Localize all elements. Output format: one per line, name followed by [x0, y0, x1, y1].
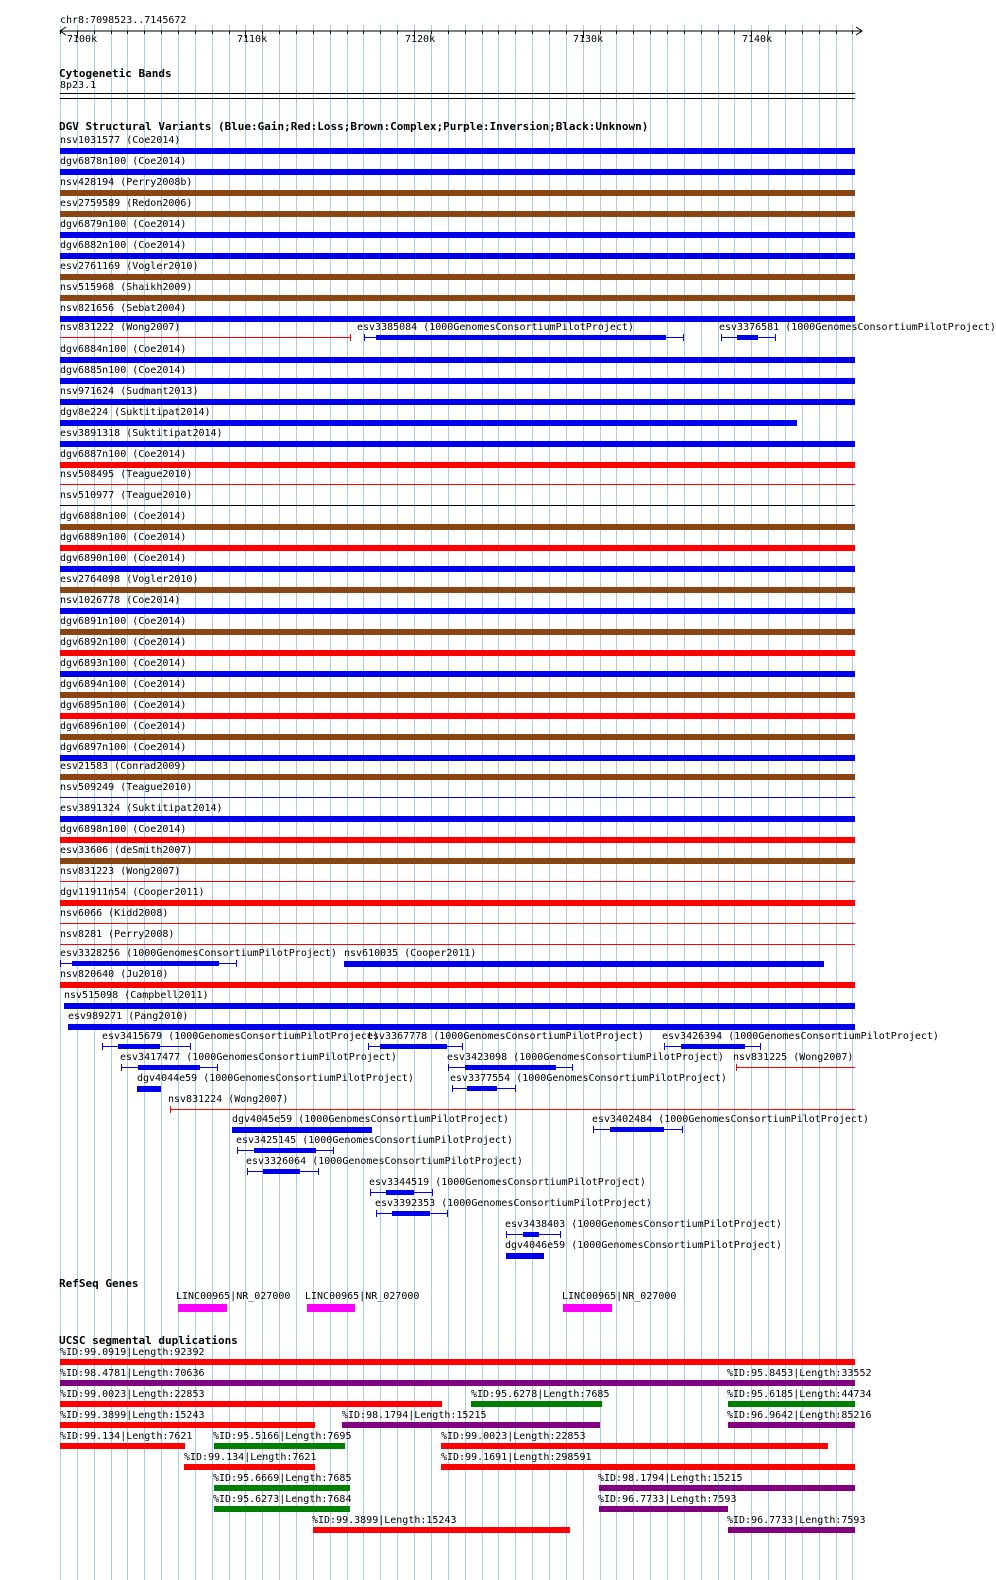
segdup-label[interactable]: %ID:99.0023|Length:22853	[60, 1389, 205, 1400]
segdup-label[interactable]: %ID:99.1691|Length:298591	[441, 1452, 592, 1463]
feature-end-tick	[236, 960, 237, 967]
segdup-label[interactable]: %ID:95.6278|Length:7685	[471, 1389, 610, 1400]
segdup-label[interactable]: %ID:99.3899|Length:15243	[60, 1410, 205, 1421]
feature-end-tick	[447, 1210, 448, 1217]
dgv-feature-label[interactable]: esv3326064 (1000GenomesConsortiumPilotProject)	[246, 1156, 523, 1167]
dgv-feature-label[interactable]: dgv6891n100 (Coe2014)	[60, 616, 187, 627]
dgv-feature-label[interactable]: dgv6897n100 (Coe2014)	[60, 742, 187, 753]
feature-end-tick	[462, 1043, 463, 1050]
dgv-feature-label[interactable]: esv3891318 (Suktitipat2014)	[60, 428, 223, 439]
dgv-feature-core[interactable]	[467, 1086, 497, 1091]
feature-end-tick	[664, 1043, 665, 1050]
segdup-label[interactable]: %ID:99.134|Length:7621	[184, 1452, 317, 1463]
dgv-feature-label[interactable]: esv3415679 (1000GenomesConsortiumPilotProject)	[102, 1031, 379, 1042]
dgv-feature-core[interactable]	[72, 961, 219, 966]
refseq-gene-bar[interactable]	[178, 1304, 227, 1312]
segdup-bar[interactable]	[342, 1422, 600, 1428]
dgv-feature-label[interactable]: nsv8281 (Perry2008)	[60, 929, 175, 940]
dgv-feature-bar[interactable]	[60, 190, 855, 196]
dgv-feature-label[interactable]: dgv6898n100 (Coe2014)	[60, 824, 187, 835]
feature-end-tick	[432, 1189, 433, 1196]
segdup-bar[interactable]	[313, 1527, 570, 1533]
dgv-feature-label[interactable]: dgv6896n100 (Coe2014)	[60, 721, 187, 732]
dgv-feature-bar[interactable]	[60, 169, 855, 175]
segdup-label[interactable]: %ID:95.6273|Length:7684	[213, 1494, 352, 1505]
feature-end-tick	[572, 1064, 573, 1071]
feature-end-tick	[721, 334, 722, 341]
segdup-label[interactable]: %ID:96.7733|Length:7593	[598, 1494, 737, 1505]
dgv-feature-label[interactable]: dgv6885n100 (Coe2014)	[60, 365, 187, 376]
ruler-tick-label: 7130k	[573, 34, 604, 45]
dgv-feature-label[interactable]: nsv821656 (Sebat2004)	[60, 303, 187, 314]
feature-end-tick	[593, 1126, 594, 1133]
refseq-gene-bar[interactable]	[307, 1304, 355, 1312]
dgv-feature-label[interactable]: nsv610035 (Cooper2011)	[344, 948, 477, 959]
segdup-label[interactable]: %ID:96.7733|Length:7593	[727, 1515, 866, 1526]
dgv-feature-label[interactable]: esv3402484 (1000GenomesConsortiumPilotProject)	[592, 1114, 869, 1125]
dgv-feature-label[interactable]: esv33606 (deSmith2007)	[60, 845, 193, 856]
segdup-bar[interactable]	[728, 1401, 855, 1407]
segdup-bar[interactable]	[728, 1527, 855, 1533]
segdup-bar[interactable]	[60, 1443, 185, 1449]
dgv-feature-label[interactable]: nsv509249 (Teague2010)	[60, 782, 193, 793]
feature-end-tick	[376, 1210, 377, 1217]
segdup-bar[interactable]	[728, 1380, 855, 1386]
dgv-feature-core[interactable]	[610, 1127, 664, 1132]
refseq-track-title: RefSeq Genes	[59, 1277, 139, 1290]
dgv-feature-label[interactable]: nsv6066 (Kidd2008)	[60, 908, 169, 919]
segdup-bar[interactable]	[471, 1401, 602, 1407]
dgv-feature-label[interactable]: esv989271 (Pang2010)	[68, 1011, 189, 1022]
dgv-feature-label[interactable]: esv2764098 (Vogler2010)	[60, 574, 199, 585]
dgv-feature-core[interactable]	[386, 1190, 414, 1195]
dgv-feature-label[interactable]: dgv6879n100 (Coe2014)	[60, 219, 187, 230]
dgv-feature-label[interactable]: esv2759589 (Redon2006)	[60, 198, 193, 209]
dgv-track-title: DGV Structural Variants (Blue:Gain;Red:Loss;Brown:Complex;Purple:Inversion;Black:Unknown)	[59, 120, 649, 133]
dgv-feature-label[interactable]: dgv11911n54 (Cooper2011)	[60, 887, 205, 898]
dgv-feature-label[interactable]: esv3891324 (Suktitipat2014)	[60, 803, 223, 814]
dgv-feature-core[interactable]	[263, 1169, 300, 1174]
dgv-feature-bar[interactable]	[60, 545, 855, 551]
dgv-feature-label[interactable]: esv3376581 (1000GenomesConsortiumPilotProject)	[719, 322, 996, 333]
dgv-feature-label[interactable]: esv3425145 (1000GenomesConsortiumPilotProject)	[236, 1135, 513, 1146]
dgv-feature-label[interactable]: esv21583 (Conrad2009)	[60, 761, 187, 772]
segdup-bar[interactable]	[214, 1443, 345, 1449]
dgv-feature-label[interactable]: dgv6884n100 (Coe2014)	[60, 344, 187, 355]
dgv-feature-label[interactable]: nsv510977 (Teague2010)	[60, 490, 193, 501]
dgv-feature-bar[interactable]	[170, 1109, 855, 1110]
dgv-feature-bar[interactable]	[60, 923, 855, 924]
feature-end-tick	[682, 1126, 683, 1133]
dgv-feature-label[interactable]: dgv4046e59 (1000GenomesConsortiumPilotProject)	[505, 1240, 782, 1251]
feature-end-tick	[333, 1147, 334, 1154]
dgv-feature-core[interactable]	[392, 1211, 430, 1216]
segdup-bar[interactable]	[214, 1485, 350, 1491]
dgv-feature-bar[interactable]	[736, 1067, 855, 1068]
dgv-feature-label[interactable]: nsv428194 (Perry2008b)	[60, 177, 193, 188]
dgv-feature-label[interactable]: nsv820640 (Ju2010)	[60, 969, 169, 980]
segdup-label[interactable]: %ID:98.1794|Length:15215	[342, 1410, 487, 1421]
dgv-feature-bar[interactable]	[60, 774, 855, 780]
dgv-feature-bar[interactable]	[60, 650, 855, 656]
segdup-label[interactable]: %ID:98.4781|Length:70636	[60, 1368, 205, 1379]
dgv-feature-core[interactable]	[254, 1148, 316, 1153]
segdup-label[interactable]: %ID:95.8453|Length:33552	[727, 1368, 872, 1379]
segdup-bar[interactable]	[441, 1464, 855, 1470]
ruler-tick-label: 7140k	[742, 34, 773, 45]
dgv-feature-bar[interactable]	[60, 629, 855, 635]
feature-end-tick	[560, 1231, 561, 1238]
segdup-bar[interactable]	[599, 1506, 728, 1512]
dgv-feature-bar[interactable]	[60, 692, 855, 698]
ruler-tick-label: 7100k	[67, 34, 98, 45]
segdup-bar[interactable]	[728, 1422, 855, 1428]
dgv-feature-label[interactable]: esv3438403 (1000GenomesConsortiumPilotProject)	[505, 1219, 782, 1230]
feature-end-tick	[318, 1168, 319, 1175]
segdup-bar[interactable]	[60, 1401, 442, 1407]
dgv-feature-label[interactable]: esv3426394 (1000GenomesConsortiumPilotProject)	[662, 1031, 939, 1042]
dgv-feature-label[interactable]: esv3344519 (1000GenomesConsortiumPilotProject)	[369, 1177, 646, 1188]
feature-end-tick	[170, 1106, 171, 1113]
dgv-feature-label[interactable]: esv3392353 (1000GenomesConsortiumPilotProject)	[375, 1198, 652, 1209]
dgv-feature-bar[interactable]	[60, 148, 855, 154]
feature-end-tick	[683, 334, 684, 341]
feature-end-tick	[452, 1085, 453, 1092]
segdup-bar[interactable]	[184, 1464, 315, 1470]
segdup-bar[interactable]	[441, 1443, 828, 1449]
dgv-feature-label[interactable]: dgv6878n100 (Coe2014)	[60, 156, 187, 167]
dgv-feature-core[interactable]	[737, 335, 758, 340]
dgv-feature-label[interactable]: esv3367778 (1000GenomesConsortiumPilotProject)	[367, 1031, 644, 1042]
segdup-label[interactable]: %ID:96.9642|Length:85216	[727, 1410, 872, 1421]
dgv-feature-bar[interactable]	[232, 1127, 372, 1133]
dgv-feature-bar[interactable]	[60, 462, 855, 468]
dgv-feature-label[interactable]: dgv6894n100 (Coe2014)	[60, 679, 187, 690]
segdup-label[interactable]: %ID:99.3899|Length:15243	[312, 1515, 457, 1526]
dgv-feature-label[interactable]: dgv6889n100 (Coe2014)	[60, 532, 187, 543]
segdup-label[interactable]: %ID:98.1794|Length:15215	[598, 1473, 743, 1484]
dgv-feature-bar[interactable]	[60, 837, 855, 843]
dgv-feature-label[interactable]: nsv831222 (Wong2007)	[60, 322, 181, 333]
dgv-feature-bar[interactable]	[60, 357, 855, 363]
dgv-feature-bar[interactable]	[64, 1003, 855, 1009]
segdup-label[interactable]: %ID:95.6185|Length:44734	[727, 1389, 872, 1400]
dgv-feature-label[interactable]: dgv6887n100 (Coe2014)	[60, 449, 187, 460]
dgv-feature-bar[interactable]	[60, 232, 855, 238]
dgv-feature-bar[interactable]	[344, 961, 824, 967]
dgv-feature-label[interactable]: dgv6890n100 (Coe2014)	[60, 553, 187, 564]
segdup-label[interactable]: %ID:95.5166|Length:7695	[213, 1431, 352, 1442]
dgv-feature-bar[interactable]	[60, 524, 855, 530]
segdup-track-title: UCSC segmental duplications	[59, 1334, 238, 1347]
dgv-feature-bar[interactable]	[60, 881, 855, 882]
dgv-feature-bar[interactable]	[60, 274, 855, 280]
dgv-feature-label[interactable]: nsv831223 (Wong2007)	[60, 866, 181, 877]
refseq-gene-label[interactable]: LINC00965|NR_027000	[305, 1291, 420, 1302]
dgv-feature-label[interactable]: dgv6893n100 (Coe2014)	[60, 658, 187, 669]
feature-end-tick	[448, 1064, 449, 1071]
cytoband-label: 8p23.1	[60, 80, 97, 91]
dgv-feature-bar[interactable]	[60, 982, 855, 988]
dgv-feature-label[interactable]: esv2761169 (Vogler2010)	[60, 261, 199, 272]
dgv-feature-bar[interactable]	[60, 420, 797, 426]
dgv-feature-label[interactable]: esv3328256 (1000GenomesConsortiumPilotProject)	[60, 948, 337, 959]
region-label: chr8:7098523..7145672	[60, 15, 187, 26]
feature-end-tick	[370, 1189, 371, 1196]
feature-end-tick	[190, 1043, 191, 1050]
dgv-feature-bar[interactable]	[60, 900, 855, 906]
dgv-feature-label[interactable]: dgv4044e59 (1000GenomesConsortiumPilotProject)	[137, 1073, 414, 1084]
dgv-feature-bar[interactable]	[60, 566, 855, 572]
dgv-feature-bar[interactable]	[60, 211, 855, 217]
dgv-feature-label[interactable]: nsv971624 (Sudmant2013)	[60, 386, 199, 397]
dgv-feature-label[interactable]: dgv8e224 (Suktitipat2014)	[60, 407, 211, 418]
dgv-feature-label[interactable]: nsv1031577 (Coe2014)	[60, 135, 181, 146]
dgv-feature-label[interactable]: nsv515968 (Shaikh2009)	[60, 282, 193, 293]
dgv-feature-bar[interactable]	[60, 505, 855, 506]
dgv-feature-bar[interactable]	[60, 295, 855, 301]
dgv-feature-label[interactable]: nsv831224 (Wong2007)	[168, 1094, 289, 1105]
segdup-bar[interactable]	[214, 1506, 350, 1512]
feature-end-tick	[364, 334, 365, 341]
cytoband-track-title: Cytogenetic Bands	[59, 67, 172, 80]
dgv-feature-label[interactable]: esv3377554 (1000GenomesConsortiumPilotProject)	[450, 1073, 727, 1084]
dgv-feature-bar[interactable]	[60, 816, 855, 822]
dgv-feature-label[interactable]: dgv6882n100 (Coe2014)	[60, 240, 187, 251]
dgv-feature-label[interactable]: nsv515098 (Campbell2011)	[64, 990, 209, 1001]
feature-end-tick	[121, 1064, 122, 1071]
feature-end-tick	[102, 1043, 103, 1050]
segdup-label[interactable]: %ID:99.0023|Length:22853	[441, 1431, 586, 1442]
segdup-bar[interactable]	[599, 1485, 855, 1491]
ruler-tick-label: 7110k	[237, 34, 268, 45]
refseq-gene-bar[interactable]	[563, 1304, 612, 1312]
dgv-feature-bar[interactable]	[60, 797, 855, 798]
dgv-feature-core[interactable]	[523, 1232, 539, 1237]
dgv-feature-label[interactable]: dgv6892n100 (Coe2014)	[60, 637, 187, 648]
refseq-gene-label[interactable]: LINC00965|NR_027000	[562, 1291, 677, 1302]
feature-end-tick	[217, 1064, 218, 1071]
dgv-feature-label[interactable]: nsv1026778 (Coe2014)	[60, 595, 181, 606]
segdup-bar[interactable]	[60, 1422, 315, 1428]
dgv-feature-bar[interactable]	[60, 713, 855, 719]
feature-end-tick	[350, 334, 351, 341]
dgv-feature-label[interactable]: esv3423098 (1000GenomesConsortiumPilotProject)	[447, 1052, 724, 1063]
dgv-feature-bar[interactable]	[60, 944, 855, 945]
dgv-feature-bar[interactable]	[60, 671, 855, 677]
dgv-feature-label[interactable]: dgv6888n100 (Coe2014)	[60, 511, 187, 522]
segdup-label[interactable]: %ID:99.134|Length:7621	[60, 1431, 193, 1442]
segdup-label[interactable]: %ID:99.0919|Length:92392	[60, 1347, 205, 1358]
feature-end-tick	[368, 1043, 369, 1050]
segdup-bar[interactable]	[60, 1359, 855, 1365]
feature-end-tick	[247, 1168, 248, 1175]
dgv-feature-bar[interactable]	[137, 1086, 161, 1092]
feature-end-tick	[237, 1147, 238, 1154]
dgv-feature-bar[interactable]	[60, 378, 855, 384]
feature-end-tick	[775, 334, 776, 341]
dgv-feature-core[interactable]	[138, 1065, 200, 1070]
dgv-feature-bar[interactable]	[60, 441, 855, 447]
ruler-tick-label: 7120k	[405, 34, 436, 45]
dgv-feature-label[interactable]: nsv508495 (Teague2010)	[60, 469, 193, 480]
feature-end-tick	[760, 1043, 761, 1050]
dgv-feature-bar[interactable]	[60, 858, 855, 864]
dgv-feature-label[interactable]: esv3385084 (1000GenomesConsortiumPilotProject)	[357, 322, 634, 333]
dgv-feature-bar[interactable]	[60, 484, 855, 485]
dgv-feature-bar[interactable]	[60, 399, 855, 405]
dgv-feature-core[interactable]	[380, 1044, 447, 1049]
dgv-feature-bar[interactable]	[60, 587, 855, 593]
feature-end-tick	[515, 1085, 516, 1092]
feature-end-tick	[506, 1231, 507, 1238]
dgv-feature-label[interactable]: dgv6895n100 (Coe2014)	[60, 700, 187, 711]
dgv-feature-core[interactable]	[681, 1044, 745, 1049]
segdup-bar[interactable]	[60, 1380, 728, 1386]
dgv-feature-bar[interactable]	[60, 337, 350, 338]
dgv-feature-core[interactable]	[465, 1065, 556, 1070]
segdup-label[interactable]: %ID:95.6669|Length:7685	[213, 1473, 352, 1484]
dgv-feature-core[interactable]	[118, 1044, 160, 1049]
dgv-feature-label[interactable]: dgv4045e59 (1000GenomesConsortiumPilotProject)	[232, 1114, 509, 1125]
dgv-feature-bar[interactable]	[60, 253, 855, 259]
dgv-feature-label[interactable]: nsv831225 (Wong2007)	[733, 1052, 854, 1063]
dgv-feature-bar[interactable]	[506, 1253, 544, 1259]
dgv-feature-bar[interactable]	[60, 608, 855, 614]
dgv-feature-core[interactable]	[376, 335, 666, 340]
refseq-gene-label[interactable]: LINC00965|NR_027000	[176, 1291, 291, 1302]
feature-end-tick	[736, 1064, 737, 1071]
dgv-feature-bar[interactable]	[60, 734, 855, 740]
feature-end-tick	[60, 960, 61, 967]
dgv-feature-bar[interactable]	[68, 1024, 855, 1030]
dgv-feature-label[interactable]: esv3417477 (1000GenomesConsortiumPilotProject)	[120, 1052, 397, 1063]
